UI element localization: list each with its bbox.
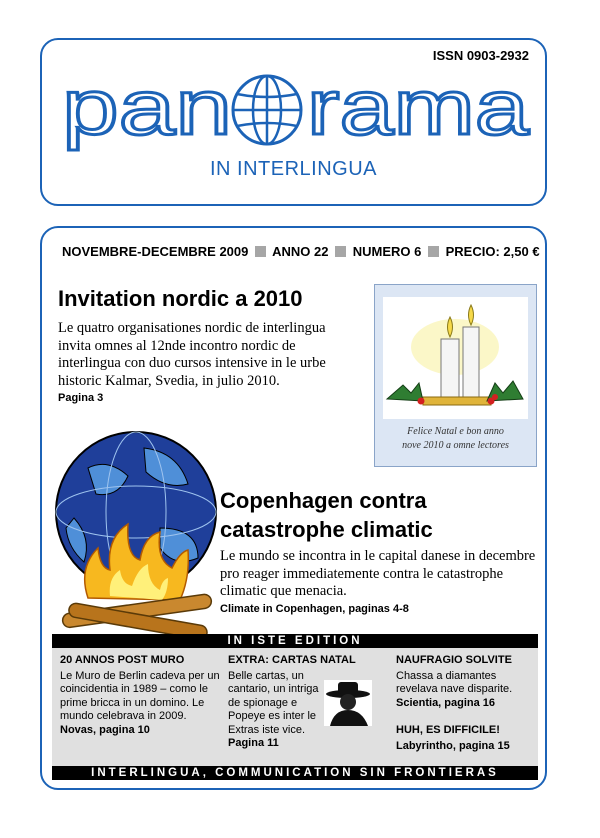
separator-square xyxy=(335,246,346,257)
edition-item-ref: Labyrintho, pagina 15 xyxy=(396,739,510,752)
candle-short xyxy=(441,339,459,399)
article1-ref: Pagina 3 xyxy=(58,392,104,404)
article2-headline-line2: catastrophe climatic xyxy=(220,517,433,542)
edition-item xyxy=(396,654,536,753)
logo-text-right: rama xyxy=(307,72,530,151)
burning-globe-illustration xyxy=(48,428,223,638)
article1-body xyxy=(58,320,358,408)
edition-item-body: Belle cartas, un cantario, un intriga de spionage e Popeye es inter le Extras iste vice. xyxy=(228,669,319,736)
card-caption-line2: nove 2010 a omne lectores xyxy=(402,440,509,451)
article2-headline-line1: Copenhagen contra xyxy=(220,488,427,513)
article1-headline: Invitation nordic a 2010 xyxy=(58,286,303,311)
edition-item-title: NAUFRAGIO SOLVITE xyxy=(396,654,512,666)
article2-body xyxy=(220,548,540,618)
globe-icon xyxy=(233,76,301,144)
card-caption xyxy=(379,425,532,453)
edition-footer: INTERLINGUA, COMMUNICATION SIN FRONTIERAS xyxy=(52,766,538,780)
edition-item xyxy=(60,654,220,737)
card-caption-line1: Felice Natal e bon anno xyxy=(407,426,504,437)
edition-item xyxy=(228,654,356,751)
edition-item-ref: Pagina 11 xyxy=(228,737,279,749)
candle-tall xyxy=(463,327,479,399)
edition-item-ref: Scientia, pagina 16 xyxy=(396,696,496,709)
edition-item-title: HUH, ES DIFFICILE! xyxy=(396,724,500,736)
issue-year: ANNO 22 xyxy=(272,244,329,259)
edition-item-ref: Novas, pagina 10 xyxy=(60,723,150,736)
edition-header: IN ISTE EDITION xyxy=(52,634,538,648)
subtitle: IN INTERLINGUA xyxy=(209,158,378,180)
article2-text: Le mundo se incontra in le capital danese in decembre pro reager immediatemente contra le catastrophe climatic que menacia. xyxy=(220,548,536,599)
dateline xyxy=(62,244,540,259)
issue-price: PRECIO: 2,50 € xyxy=(445,244,540,259)
logo-text-left: pan xyxy=(62,72,232,151)
spy-silhouette-icon xyxy=(324,680,372,726)
article2-ref: Climate in Copenhagen, paginas 4-8 xyxy=(220,602,409,615)
issn: ISSN 0903-2932 xyxy=(432,48,529,63)
front-page xyxy=(40,226,547,790)
separator-square xyxy=(428,246,439,257)
article1-text: Le quatro organisationes nordic de interlingua invita omnes al 12nde incontro nordic de interlingua con duo cursos intensive in le urbe historic Kalmar, Svedia, in julio 2010. xyxy=(58,320,326,389)
edition-item-title: 20 ANNOS POST MURO xyxy=(60,654,185,666)
edition-item-body: Chassa a diamantes revelava nave disparite. xyxy=(396,669,513,695)
candles-illustration xyxy=(383,297,528,419)
christmas-card xyxy=(374,284,537,467)
edition-item-body: Le Muro de Berlin cadeva per un coincidentia in 1989 – como le prime bricca in un domino. Le mundo celebrava in 2009. xyxy=(60,669,220,722)
edition-item-title: EXTRA: CARTAS NATAL xyxy=(228,654,356,666)
issue-date: NOVEMBRE-DECEMBRE 2009 xyxy=(62,244,249,259)
masthead xyxy=(40,38,547,206)
in-this-edition-box xyxy=(52,634,538,780)
issue-number: NUMERO 6 xyxy=(352,244,422,259)
article2-headline xyxy=(220,486,433,544)
separator-square xyxy=(255,246,266,257)
